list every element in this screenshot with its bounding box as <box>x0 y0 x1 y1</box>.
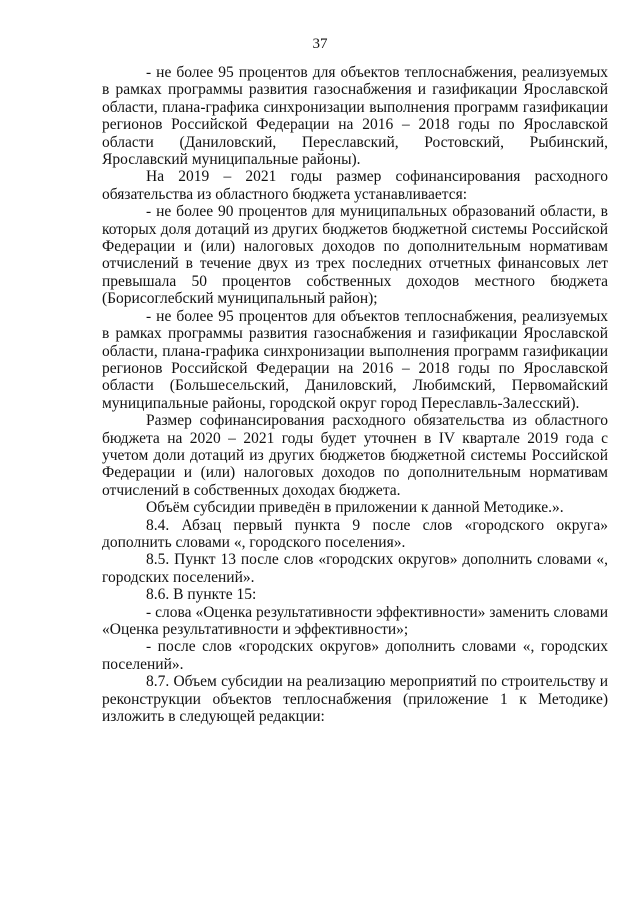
paragraph-heat-supply-95-2019: - не более 95 процентов для объектов теплоснабжения, реализуемых в рамках программы развития газоснабжения и газификации Ярославской области, плана-графика синхронизации выполнения программ газификации регионов Российской Федерации на 2016 – 2018 годы по Ярославской области (Большесельский, Даниловский, Любимский, Первомайский муниципальные районы, городской округ город Переславль-Залесский). <box>102 307 608 412</box>
paragraph-item-8-4: 8.4. Абзац первый пункта 9 после слов «городского округа» дополнить словами «, городского поселения». <box>102 516 608 551</box>
paragraph-item-8-6: 8.6. В пункте 15: <box>146 586 257 604</box>
paragraph-subsidy-volume: Объём субсидии приведён в приложении к данной Методике.». <box>146 499 564 517</box>
document-body <box>102 64 608 725</box>
paragraph-item-8-6-words: - слова «Оценка результативности эффективности» заменить словами «Оценка результативности и эффективности»; <box>102 603 608 638</box>
paragraph-item-8-6-after-words: - после слов «городских округов» дополнить словами «, городских поселений». <box>102 638 608 673</box>
paragraph-item-8-7: 8.7. Объем субсидии на реализацию мероприятий по строительству и реконструкции объектов теплоснабжения (приложение 1 к Методике) изложить в следующей редакции: <box>102 673 608 726</box>
page-number: 37 <box>312 36 328 52</box>
paragraph-2019-2021-intro: На 2019 – 2021 годы размер софинансирования расходного обязательства из областного бюджета устанавливается: <box>102 168 608 203</box>
paragraph-cofinancing-2020: Размер софинансирования расходного обязательства из областного бюджета на 2020 – 2021 годы будет уточнен в IV квартале 2019 года с учетом доли дотаций из других бюджетов бюджетной системы Российской Федерации и (или) налоговых доходов по дополнительным нормативам отчислений в собственных доходах бюджета. <box>102 412 608 499</box>
paragraph-90-percent: - не более 90 процентов для муниципальных образований области, в которых доля дотаций из других бюджетов бюджетной системы Российской Федерации и (или) налоговых доходов по дополнительным нормативам отчислений в течение двух из трех последних отчетных финансовых лет превышала 50 процентов собственных доходов местного бюджета (Борисоглебский муниципальный район); <box>102 203 608 308</box>
paragraph-heat-supply-95-2016: - не более 95 процентов для объектов теплоснабжения, реализуемых в рамках программы развития газоснабжения и газификации Ярославской области, плана-графика синхронизации выполнения программ газификации регионов Российской Федерации на 2016 – 2018 годы по Ярославской области (Даниловский, Переславский, Ростовский, Рыбинский, Ярославский муниципальные районы). <box>102 64 608 169</box>
paragraph-item-8-5: 8.5. Пункт 13 после слов «городских округов» дополнить словами «, городских поселений». <box>102 551 608 586</box>
